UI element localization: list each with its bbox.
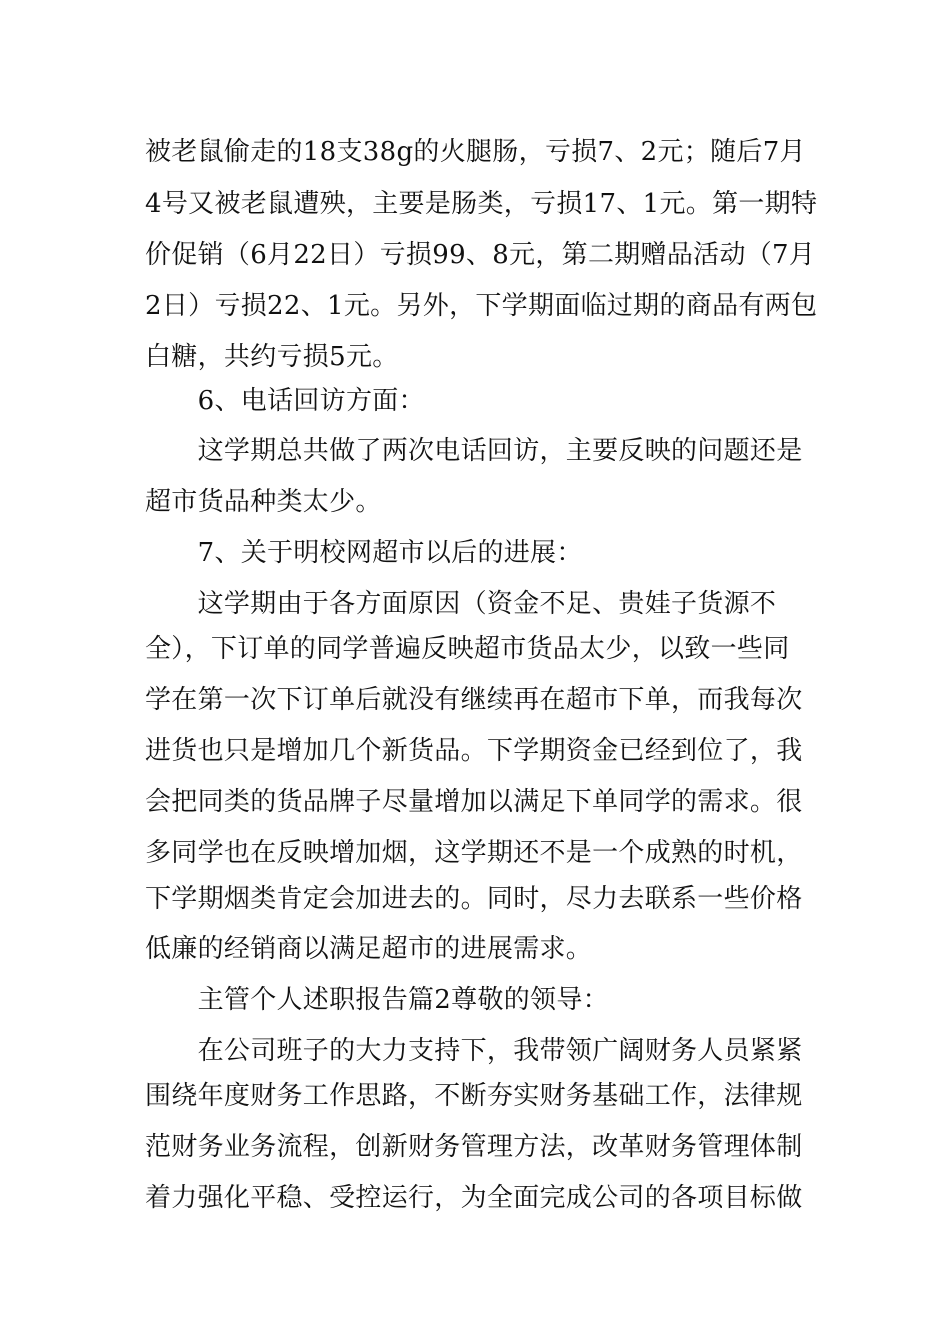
text-line: 超市货品种类太少。 <box>145 487 382 517</box>
text-line: 这学期由于各方面原因（资金不足、贵娃子货源不 <box>145 589 777 619</box>
text-line: 围绕年度财务工作思路，不断夯实财务基础工作，法律规 <box>145 1081 803 1111</box>
text-line: 会把同类的货品牌子尽量增加以满足下单同学的需求。很 <box>145 787 803 817</box>
text-line: 在公司班子的大力支持下，我带领广阔财务人员紧紧 <box>145 1036 803 1066</box>
text-line: 4号又被老鼠遭殃，主要是肠类，亏损17、1元。第一期特 <box>145 189 818 219</box>
text-line: 被老鼠偷走的18支38g的火腿肠，亏损7、2元；随后7月 <box>145 137 806 167</box>
section-heading: 主管个人述职报告篇2尊敬的领导： <box>145 985 609 1015</box>
text-line: 低廉的经销商以满足超市的进展需求。 <box>145 934 593 964</box>
text-line: 2日）亏损22、1元。另外，下学期面临过期的商品有两包 <box>145 291 818 321</box>
text-line: 学在第一次下订单后就没有继续再在超市下单，而我每次 <box>145 685 803 715</box>
text-line: 进货也只是增加几个新货品。下学期资金已经到位了，我 <box>145 736 803 766</box>
text-line: 价促销（6月22日）亏损99、8元，第二期赠品活动（7月 <box>145 240 816 270</box>
text-line: 范财务业务流程，创新财务管理方法，改革财务管理体制 <box>145 1132 803 1162</box>
text-line: 下学期烟类肯定会加进去的。同时，尽力去联系一些价格 <box>145 884 803 914</box>
text-line: 这学期总共做了两次电话回访，主要反映的问题还是 <box>145 436 803 466</box>
section-heading: 7、关于明校网超市以后的进展： <box>145 538 583 568</box>
text-line: 多同学也在反映增加烟，这学期还不是一个成熟的时机， <box>145 838 803 868</box>
text-line: 着力强化平稳、受控运行，为全面完成公司的各项目标做 <box>145 1183 803 1213</box>
section-heading: 6、电话回访方面： <box>145 386 425 416</box>
text-line: 全），下订单的同学普遍反映超市货品太少，以致一些同 <box>145 634 790 664</box>
text-line: 白糖，共约亏损5元。 <box>145 342 399 372</box>
